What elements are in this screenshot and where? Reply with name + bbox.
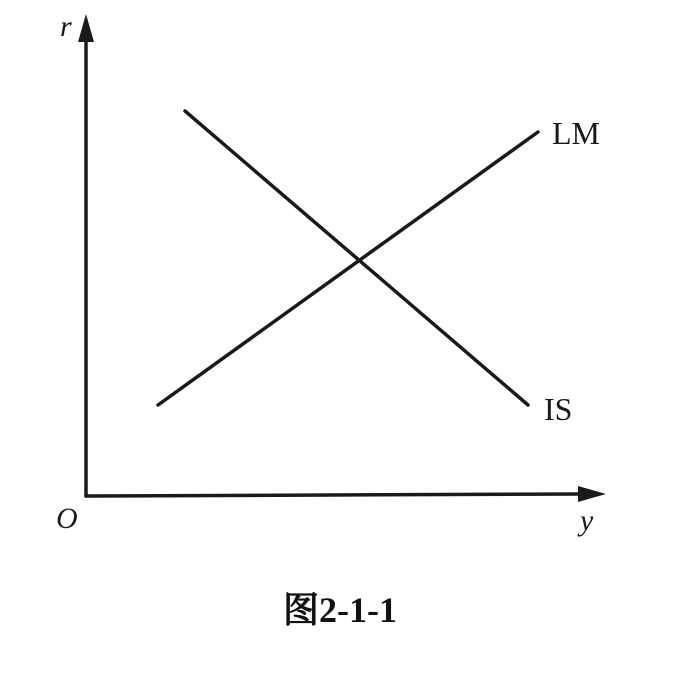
y-axis-arrow-icon: [578, 486, 606, 502]
is-curve-label: IS: [544, 391, 573, 427]
is-curve: [185, 111, 528, 405]
origin-label: O: [56, 502, 78, 535]
y-axis-label: y: [580, 504, 594, 537]
r-axis-label: r: [60, 10, 72, 43]
y-axis: [86, 494, 580, 496]
lm-curve-label: LM: [552, 115, 600, 151]
figure-caption: 图2-1-1: [283, 590, 397, 630]
r-axis-arrow-icon: [78, 14, 94, 42]
